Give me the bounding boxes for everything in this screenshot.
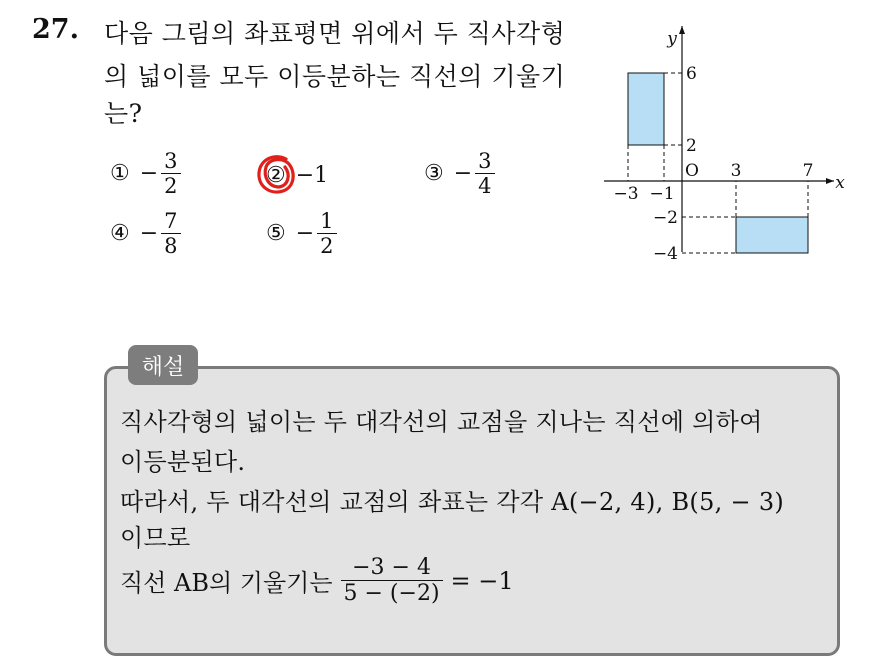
choice-5-fraction	[317, 210, 336, 257]
solution-line-2: 이등분된다.	[120, 448, 246, 476]
slope-prefix: 직선 AB의 기울기는	[120, 569, 333, 598]
choice-5-denominator: 2	[317, 233, 336, 257]
question-line-2: 의 넓이를 모두 이등분하는 직선의 기울기	[104, 62, 566, 91]
choice-3-sign: −	[453, 161, 473, 187]
choice-3[interactable]	[424, 150, 495, 197]
y-axis-label: y	[667, 29, 677, 49]
choice-4-fraction	[161, 210, 180, 257]
choice-2-number: ②	[266, 163, 286, 188]
choice-3-number: ③	[424, 161, 444, 187]
choice-5-numerator: 1	[320, 209, 334, 233]
choice-1-sign: −	[139, 161, 159, 187]
solution-tag: 해설	[128, 345, 198, 385]
question-line-1: 다음 그림의 좌표평면 위에서 두 직사각형	[104, 19, 566, 48]
solution-final-equation	[120, 556, 514, 605]
slope-result: = −1	[450, 566, 514, 595]
y-tick-6: 6	[686, 64, 697, 84]
choice-2-value: −1	[295, 163, 329, 188]
question-number: 27.	[32, 14, 79, 45]
y-tick-neg4: −4	[652, 244, 678, 260]
x-axis-label: x	[835, 173, 845, 193]
slope-numerator: −3 − 4	[352, 555, 431, 580]
choice-4-numerator: 7	[164, 209, 178, 233]
choice-4-denominator: 8	[161, 233, 180, 257]
choice-4-sign: −	[139, 221, 159, 247]
choice-1-numerator: 3	[164, 149, 178, 173]
rectangle-2	[736, 217, 808, 253]
y-tick-neg2: −2	[652, 208, 678, 228]
choice-3-denominator: 4	[475, 173, 494, 197]
choice-4[interactable]	[110, 210, 181, 257]
y-axis-arrow	[679, 26, 685, 34]
rectangle-1	[628, 73, 664, 145]
solution-line-4: 이므로	[120, 524, 191, 552]
question-line-3: 는?	[104, 99, 143, 128]
slope-fraction	[341, 556, 443, 605]
slope-denominator: 5 − (−2)	[341, 580, 443, 605]
choice-3-numerator: 3	[478, 149, 492, 173]
choice-4-number: ④	[110, 221, 130, 247]
x-tick-neg3: −3	[613, 184, 639, 204]
choice-5[interactable]	[266, 210, 337, 257]
x-tick-neg1: −1	[649, 184, 675, 204]
choice-1-denominator: 2	[161, 173, 180, 197]
solution-line-3: 따라서, 두 대각선의 교점의 좌표는 각각 A(−2, 4), B(5, − 3)	[120, 488, 785, 516]
choice-5-sign: −	[295, 221, 315, 247]
choice-1-number: ①	[110, 161, 130, 187]
x-axis-arrow	[826, 178, 834, 184]
coordinate-plane	[596, 20, 856, 260]
choice-1[interactable]	[110, 150, 181, 197]
choice-5-number: ⑤	[266, 221, 286, 247]
x-tick-7: 7	[802, 161, 814, 181]
answer-circle-mark	[255, 153, 297, 197]
origin-label: O	[685, 161, 699, 181]
choice-1-fraction	[161, 150, 180, 197]
solution-line-1: 직사각형의 넓이는 두 대각선의 교점을 지나는 직선에 의하여	[120, 408, 763, 436]
x-tick-3: 3	[730, 161, 742, 181]
y-tick-2: 2	[686, 136, 697, 156]
choice-3-fraction	[475, 150, 494, 197]
